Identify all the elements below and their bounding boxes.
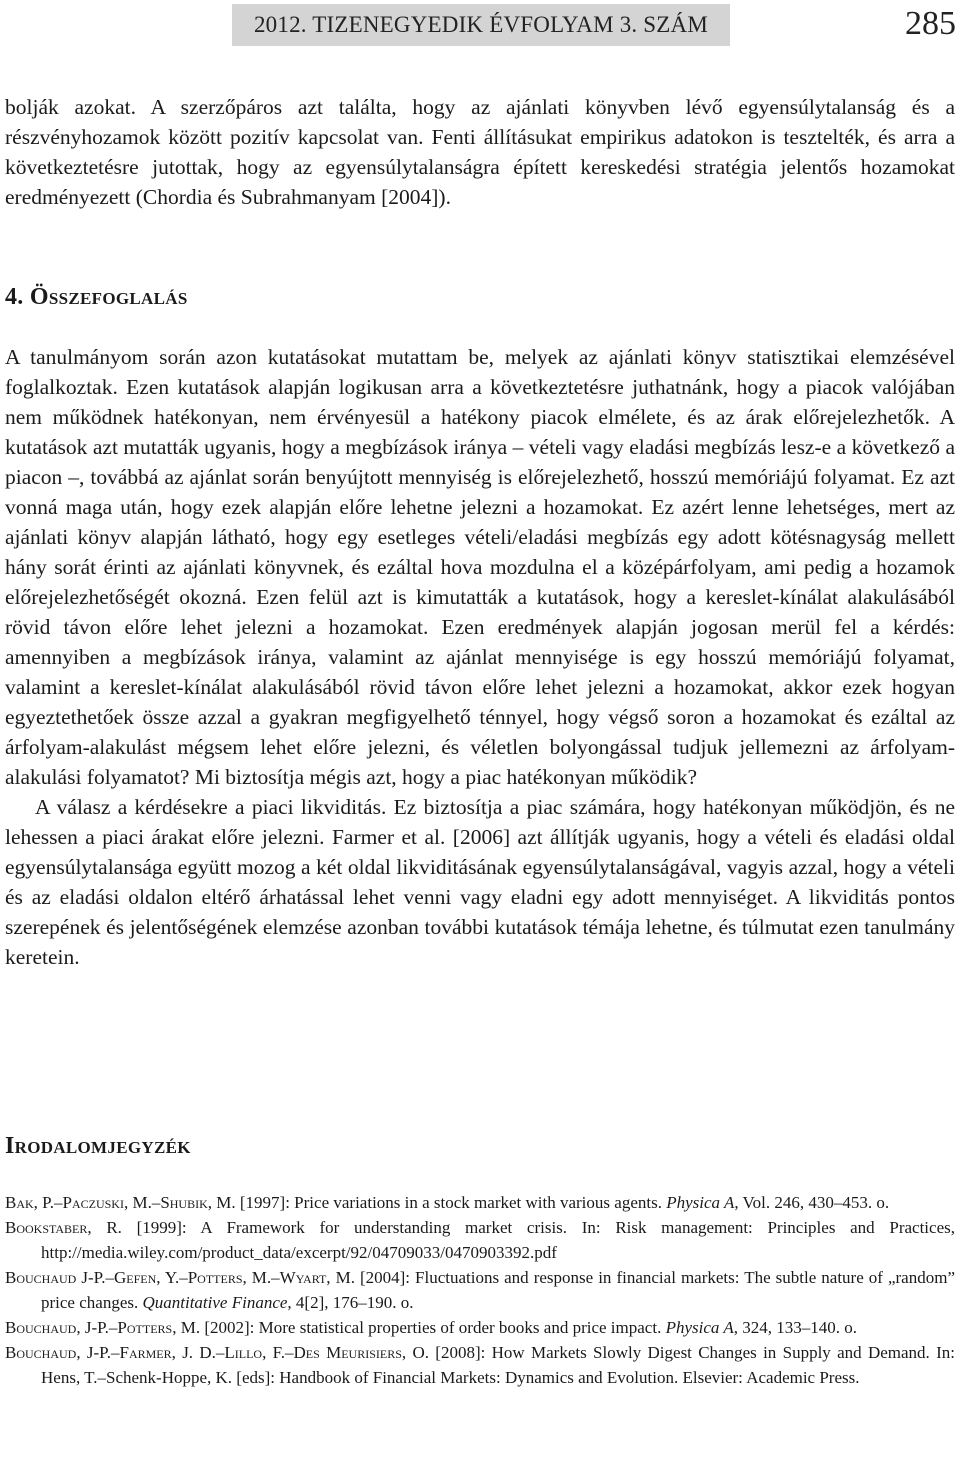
reference-authors: Bak, P.–Paczuski, M.–Shubik, M. [5, 1193, 236, 1212]
reference-text: [1999]: A Framework for understanding market crisis. In: Risk management: Principles and Practices, http://media.wiley.com/product_data/excerpt/92/04709033/0470903392.pdf [41, 1218, 955, 1262]
reference-item [5, 1190, 955, 1215]
reference-list [5, 1190, 955, 1390]
section-heading [5, 284, 188, 311]
reference-item [5, 1215, 955, 1265]
reference-text: [2004]: Fluctuations and response in financial markets: The subtle nature of „random” price changes. [41, 1268, 955, 1312]
reference-item [5, 1315, 955, 1340]
reference-tail: , 4[2], 176–190. o. [287, 1293, 414, 1312]
reference-authors: Bouchaud J-P.–Gefen, Y.–Potters, M.–Wyart, M. [5, 1268, 355, 1287]
journal-issue-title: 2012. TIZENEGYEDIK ÉVFOLYAM 3. SZÁM [253, 12, 709, 37]
reference-item [5, 1340, 955, 1390]
references-title: Irodalomjegyzék [5, 1133, 191, 1159]
reference-text: [2002]: More statistical properties of order books and price impact. [200, 1318, 666, 1337]
reference-journal: Physica A [666, 1193, 735, 1212]
intro-paragraph [5, 92, 955, 212]
reference-journal: Physica A [665, 1318, 734, 1337]
references-heading [5, 1133, 191, 1160]
running-header [232, 4, 730, 46]
section-title: Összefoglalás [29, 284, 188, 310]
reference-authors: Bookstaber, R. [5, 1218, 122, 1237]
summary-paragraph-1: A tanulmányom során azon kutatásokat mutattam be, melyek az ajánlati könyv statisztikai elemzésével foglalkoztak. Ezen kutatások alapján logikusan arra a következtetésre juthatnánk, hogy a piacok valójában nem működnek hatékonyan, nem érvényesül a hatékony piacok elmélete, és az árak előrejelezhetők. A kutatások azt mutatták ugyanis, hogy a megbízások iránya – vételi vagy eladási megbízás lesz-e a következő a piacon –, továbbá az ajánlat során benyújtott mennyiség is előrejelezhető, hosszú memóriájú folyamat. Ez azt vonná maga után, hogy ezek alapján előre lehetne jelezni a hozamokat. Ez azért lenne lehetséges, mert az ajánlati könyv alapján látható, hogy egy esetleges vételi/eladási megbízás egy adott kötésnagyság mellett hány sorát érinti az ajánlati könyvnek, és ezáltal hova mozdulna el a középárfolyam, ami pedig a hozamok előrejelezhetőségét okozná. Ezen felül azt is kimutatták a kutatások, hogy a kereslet-kínálat alakulásából rövid távon előre lehet jelezni a hozamokat. Ezen eredmények alapján jogosan merül fel a kérdés: amennyiben a megbízások iránya, valamint az ajánlat mennyisége is egy hosszú memóriájú folyamat, valamint a kereslet-kínálat alakulásából rövid távon előre lehet jelezni a hozamokat, akkor ezek hogyan egyeztethetőek össze azzal a gyakran megfigyelhető ténnyel, hogy végső soron a hozamokat és ezáltal az árfolyam-alakulást mégsem lehet előre jelezni, és véletlen bolyongással tudjuk jellemezni az árfolyam-alakulási folyamatot? Mi biztosítja mégis azt, hogy a piac hatékonyan működik? [5, 345, 955, 789]
reference-authors: Bouchaud, J-P.–Potters, M. [5, 1318, 201, 1337]
reference-text: [2008]: How Markets Slowly Digest Changes in Supply and Demand. In: Hens, T.–Schenk-Hoppe, K. [eds]: Handbook of Financial Markets: Dynamics and Evolution. Elsevier: Academic Press. [41, 1343, 955, 1387]
reference-journal: Quantitative Finance [142, 1293, 288, 1312]
summary-paragraph-2: A válasz a kérdésekre a piaci likviditás. Ez biztosítja a piac számára, hogy hatékonyan működjön, és ne lehessen a piaci árakat előre jelezni. Farmer et al. [2006] azt állítják ugyanis, hogy a vételi és eladási oldal egyensúlytalansága együtt mozog a két oldal likviditásának egyensúlytalanságával, vagyis azzal, hogy a vételi és az eladási oldalon eltérő árhatással lehet venni vagy eladni egy adott mennyiséget. A likviditás pontos szerepének és jelentőségének elemzése azonban további kutatások témája lehetne, és túlmutat ezen tanulmány keretein. [5, 795, 955, 969]
reference-tail: , Vol. 246, 430–453. o. [734, 1193, 890, 1212]
reference-authors: Bouchaud, J-P.–Farmer, J. D.–Lillo, F.–Des Meurisiers, O. [5, 1343, 429, 1362]
reference-text: [1997]: Price variations in a stock market with various agents. [235, 1193, 667, 1212]
paragraph-text: bolják azokat. A szerzőpáros azt találta, hogy az ajánlati könyvben lévő egyensúlytalanság és a részvényhozamok között pozitív kapcsolat van. Fenti állításukat empirikus adatokon is tesztelték, és arra a következtetésre jutottak, hogy az egyensúlytalanságra épített kereskedési stratégia jelentős hozamokat eredményezett (Chordia és Subrahmanyam [2004]). [5, 95, 955, 209]
reference-item [5, 1265, 955, 1315]
section-body [5, 342, 955, 972]
section-number: 4. [5, 284, 24, 310]
reference-tail: , 324, 133–140. o. [733, 1318, 857, 1337]
page-number: 285 [905, 5, 956, 42]
